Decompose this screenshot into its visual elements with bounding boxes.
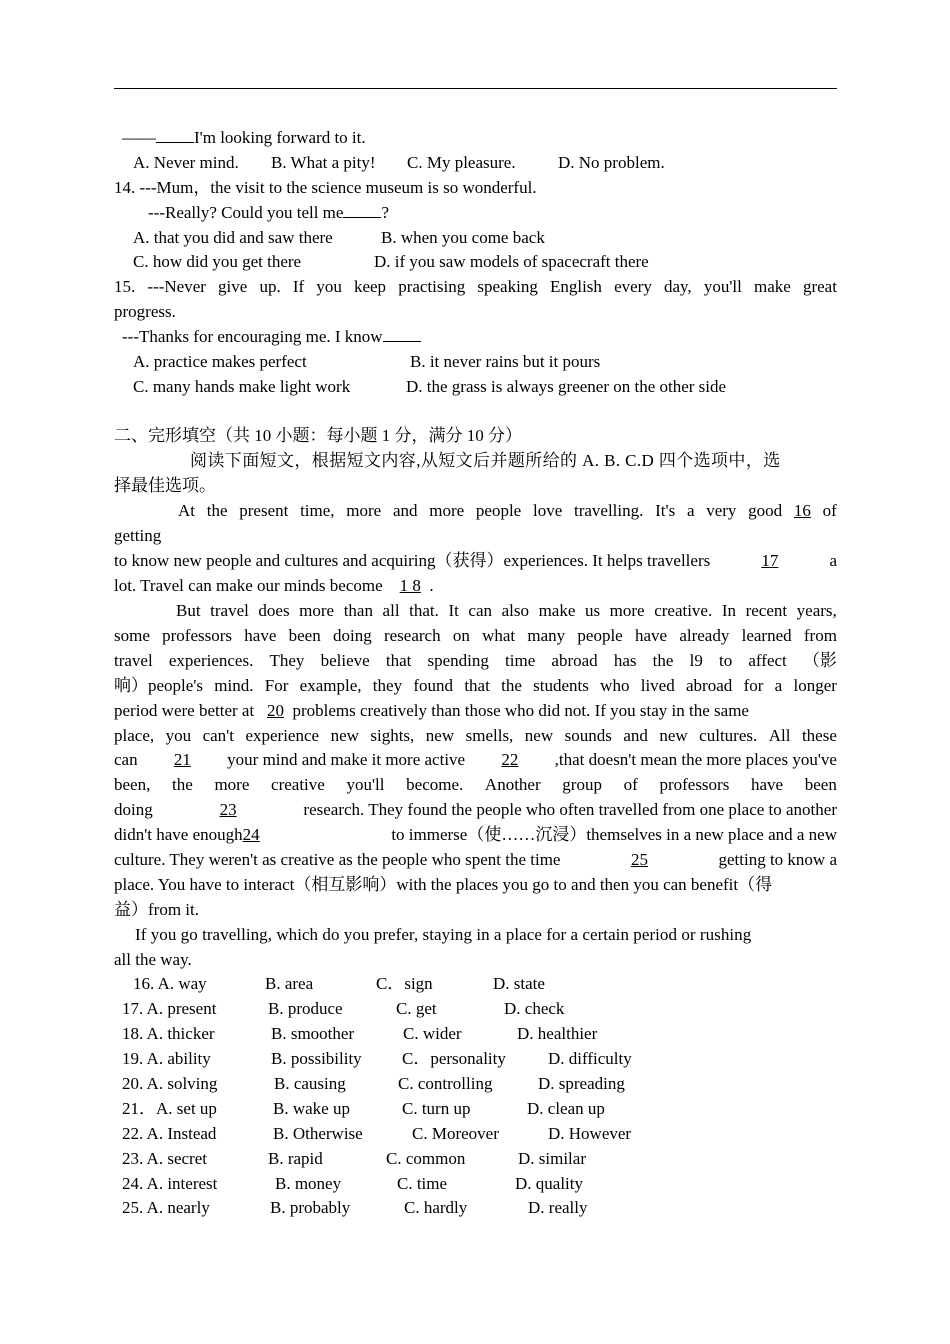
header-rule — [114, 88, 837, 89]
word: these — [801, 726, 837, 745]
word: travelling. — [573, 501, 644, 520]
word: what — [482, 626, 516, 645]
word: more — [346, 501, 382, 520]
word: mind. — [214, 676, 254, 695]
word: make — [753, 277, 791, 296]
options-24-b[interactable]: B. money — [275, 1174, 342, 1193]
word: from — [803, 626, 837, 645]
q15-option-c[interactable]: C. many hands make light work — [133, 377, 351, 396]
word: been — [288, 626, 321, 645]
word: It's — [655, 501, 676, 520]
word: They — [269, 651, 305, 670]
passage-p2-line1 — [176, 601, 837, 623]
passage-p2-line3 — [114, 651, 837, 673]
q13-blank[interactable] — [156, 128, 194, 143]
word: make — [538, 601, 576, 620]
word: years, — [796, 601, 837, 620]
word: the — [501, 676, 522, 695]
options-17-d[interactable]: D. check — [504, 999, 565, 1018]
options-22-a[interactable]: 22. A. Instead — [122, 1124, 217, 1143]
word: also — [501, 601, 529, 620]
word: some — [114, 626, 150, 645]
word: lived — [640, 676, 675, 695]
q15-blank[interactable] — [383, 327, 421, 342]
word: more — [429, 501, 465, 520]
options-25-a[interactable]: 25. A. nearly — [122, 1198, 210, 1217]
word: experiences. — [168, 651, 254, 670]
word: good — [748, 501, 783, 520]
word: love — [532, 501, 563, 520]
section-instruction-line2: 择最佳选项。 — [114, 476, 216, 495]
passage-p2-line7 — [114, 750, 837, 772]
word: 响）people's — [114, 676, 203, 695]
word: very — [706, 501, 737, 520]
line-text: problems creatively than those who did not. If you stay in the same — [292, 701, 749, 720]
word: us — [584, 601, 601, 620]
line-text: your mind and make it more active — [227, 750, 466, 769]
options-20-a[interactable]: 20. A. solving — [122, 1074, 218, 1093]
options-23-d[interactable]: D. similar — [518, 1149, 586, 1168]
word: present — [239, 501, 289, 520]
word: give — [218, 277, 248, 296]
section-heading: 二、完形填空（共 10 小题：每小题 1 分，满分 10 分） — [114, 426, 522, 445]
word: sounds — [564, 726, 612, 745]
word: of — [623, 775, 638, 794]
word: It — [448, 601, 459, 620]
word: doing — [114, 800, 153, 819]
q13-option-c[interactable]: C. My pleasure. — [407, 153, 516, 172]
q15-option-d[interactable]: D. the grass is always greener on the other side — [406, 377, 727, 396]
line-text: culture. They weren't as creative as the people who spent the time — [114, 850, 561, 869]
passage-p2-line2 — [114, 626, 837, 648]
word: But — [176, 601, 201, 620]
word: to — [719, 651, 733, 670]
q13-answer-line — [122, 128, 366, 150]
word: practising — [398, 277, 466, 296]
options-16-b[interactable]: B. area — [265, 974, 314, 993]
options-16-d[interactable]: D. state — [493, 974, 545, 993]
blank-21[interactable]: 21 — [173, 750, 191, 769]
word: abroad — [551, 651, 598, 670]
options-20-b[interactable]: B. causing — [274, 1074, 346, 1093]
options-25-b[interactable]: B. probably — [270, 1198, 351, 1217]
word: All — [768, 726, 791, 745]
word: longer — [793, 676, 837, 695]
word: a — [686, 501, 695, 520]
passage-p2-line4 — [114, 676, 837, 698]
word: new — [659, 726, 688, 745]
word: ---Never — [147, 277, 206, 296]
word: new — [524, 726, 554, 745]
passage-p2-line11 — [114, 850, 837, 872]
word: Another — [484, 775, 541, 794]
blank-22[interactable]: 22 — [501, 750, 519, 769]
word: that — [385, 651, 412, 670]
options-22-c[interactable]: C. Moreover — [412, 1124, 499, 1143]
word: a — [774, 676, 783, 695]
options-20-c[interactable]: C. controlling — [398, 1074, 493, 1093]
passage-p2-line8 — [114, 775, 837, 797]
options-16-a[interactable]: 16. A. way — [133, 974, 207, 993]
word: the — [172, 775, 193, 794]
options-20-d[interactable]: D. spreading — [538, 1074, 625, 1093]
options-17-b[interactable]: B. produce — [268, 999, 343, 1018]
word: For — [264, 676, 289, 695]
word: students — [533, 676, 589, 695]
word: the — [206, 501, 228, 520]
word: recent — [745, 601, 788, 620]
passage-p2-line12: place. You have to interact（相互影响）with the places you go to and then you can benefit（得 — [114, 875, 773, 894]
line-text: didn't have enough — [114, 825, 243, 844]
q15-stem-line2: progress. — [114, 302, 176, 321]
word: become. — [406, 775, 464, 794]
options-25-c[interactable]: C. hardly — [404, 1198, 468, 1217]
passage-p1-line4 — [114, 576, 434, 598]
options-24-a[interactable]: 24. A. interest — [122, 1174, 218, 1193]
word: research — [383, 626, 441, 645]
word: have — [634, 626, 668, 645]
word: speaking — [477, 277, 538, 296]
q13-dash: —— — [122, 128, 156, 147]
word: can — [468, 601, 493, 620]
word: group — [562, 775, 602, 794]
q15-stem-line1 — [114, 277, 837, 299]
q14-blank[interactable] — [343, 203, 381, 218]
word: many — [527, 626, 566, 645]
q15-reply — [122, 327, 421, 349]
options-24-c[interactable]: C. time — [397, 1174, 448, 1193]
word: great — [802, 277, 837, 296]
blank-17[interactable]: 17 — [761, 551, 779, 570]
word: all — [382, 601, 400, 620]
word: 15. — [114, 277, 136, 296]
options-16-c[interactable]: C．sign — [376, 974, 433, 993]
word: can't — [202, 726, 234, 745]
word: you'll — [703, 277, 742, 296]
options-18-c[interactable]: C. wider — [403, 1024, 462, 1043]
line-text: to know new people and cultures and acquiring（获得）experiences. It helps travellers — [114, 551, 711, 570]
word: for — [743, 676, 764, 695]
word: At — [178, 501, 195, 520]
word: been, — [114, 775, 151, 794]
word: day, — [663, 277, 692, 296]
word: people — [577, 626, 623, 645]
word: of — [822, 501, 837, 520]
passage-p3-line1: If you go travelling, which do you prefer, staying in a place for a certain period or rushing — [135, 925, 752, 944]
options-17-a[interactable]: 17. A. present — [122, 999, 217, 1018]
line-text: period were better at — [114, 701, 255, 720]
blank-23[interactable]: 23 — [219, 800, 237, 819]
options-22-d[interactable]: D. However — [548, 1124, 632, 1143]
word: and — [623, 726, 648, 745]
options-23-c[interactable]: C. common — [386, 1149, 466, 1168]
options-23-b[interactable]: B. rapid — [268, 1149, 323, 1168]
q15-option-b[interactable]: B. it never rains but it pours — [410, 352, 601, 371]
line-text: getting to know a — [718, 850, 837, 869]
word: new — [425, 726, 455, 745]
line-text: ,that doesn't mean the more places you've — [554, 750, 837, 769]
word: already — [679, 626, 730, 645]
passage-p1-line2: getting — [114, 526, 162, 545]
word: keep — [353, 277, 387, 296]
q14-question-mark: ? — [381, 203, 389, 222]
options-21-d[interactable]: D. clean up — [527, 1099, 605, 1118]
period: . — [429, 576, 434, 595]
word: more — [609, 601, 645, 620]
options-21-c[interactable]: C. turn up — [402, 1099, 471, 1118]
q13-option-d[interactable]: D. No problem. — [558, 153, 665, 172]
passage-p1-line3 — [114, 551, 837, 573]
passage-p2-line10 — [114, 825, 837, 847]
word: doing — [332, 626, 372, 645]
word: creative — [271, 775, 325, 794]
q14-option-c[interactable]: C. how did you get there — [133, 252, 302, 271]
q14-option-a[interactable]: A. that you did and saw there — [133, 228, 333, 247]
passage-p2-line6 — [114, 726, 837, 748]
word: In — [721, 601, 736, 620]
q14-stem: 14. ---Mum，the visit to the science museum is so wonderful. — [114, 178, 537, 197]
word: you'll — [346, 775, 385, 794]
word: more — [299, 601, 335, 620]
word: than — [343, 601, 373, 620]
passage-p3-line2: all the way. — [114, 950, 192, 969]
word: you — [165, 726, 192, 745]
options-18-d[interactable]: D. healthier — [517, 1024, 598, 1043]
passage-p2-line9 — [114, 800, 837, 822]
blank-20[interactable]: 20 — [266, 701, 284, 720]
word: sights, — [370, 726, 415, 745]
word: English — [549, 277, 602, 296]
word: creative. — [654, 601, 713, 620]
options-17-c[interactable]: C. get — [396, 999, 437, 1018]
word: smells, — [465, 726, 514, 745]
options-22-b[interactable]: B. Otherwise — [273, 1124, 363, 1143]
passage-p1-line1 — [178, 501, 837, 523]
word: that — [464, 676, 490, 695]
word: learned — [741, 626, 792, 645]
word: who — [600, 676, 630, 695]
blank-25[interactable]: 25 — [630, 850, 648, 869]
word: professors — [162, 626, 233, 645]
word: a — [829, 551, 837, 570]
line-text: lot. Travel can make our minds become — [114, 576, 383, 595]
q14-reply-text: ---Really? Could you tell me — [148, 203, 344, 222]
word: does — [258, 601, 290, 620]
word: travel — [210, 601, 249, 620]
passage-p2-line13: 益）from it. — [114, 900, 199, 919]
word: If — [292, 277, 305, 296]
word: believe — [320, 651, 370, 670]
word: affect — [748, 651, 787, 670]
section-instruction-line1: 阅读下面短文，根据短文内容,从短文后并题所给的 A. B. C.D 四个选项中，选 — [190, 451, 781, 470]
line-text: research. They found the people who often travelled from one place to another — [303, 800, 837, 819]
word: you — [316, 277, 342, 296]
word: every — [614, 277, 652, 296]
word: spending — [427, 651, 489, 670]
options-19-c[interactable]: C．personality — [402, 1049, 506, 1068]
word: time — [505, 651, 536, 670]
blank-18[interactable]: 1 8 — [399, 576, 421, 595]
word: abroad — [686, 676, 733, 695]
options-24-d[interactable]: D. quality — [515, 1174, 583, 1193]
q13-option-a[interactable]: A. Never mind. — [133, 153, 239, 172]
word: new — [330, 726, 359, 745]
q15-option-a[interactable]: A. practice makes perfect — [133, 352, 307, 371]
options-21-a[interactable]: 21．A. set up — [122, 1099, 217, 1118]
q15-reply-text: ---Thanks for encouraging me. I know — [122, 327, 383, 346]
word: （影 — [802, 651, 837, 670]
word: people — [475, 501, 522, 520]
options-18-b[interactable]: B. smoother — [271, 1024, 355, 1043]
q13-answer-text: I'm looking forward to it. — [194, 128, 366, 147]
options-19-d[interactable]: D. difficulty — [548, 1049, 632, 1068]
options-25-d[interactable]: D. really — [528, 1198, 588, 1217]
options-23-a[interactable]: 23. A. secret — [122, 1149, 207, 1168]
word: found — [413, 676, 454, 695]
word: can — [114, 750, 138, 769]
word: experience — [245, 726, 320, 745]
word: on — [452, 626, 470, 645]
word: that. — [409, 601, 439, 620]
word: have — [244, 626, 277, 645]
q14-option-d[interactable]: D. if you saw models of spacecraft there — [374, 252, 649, 271]
options-18-a[interactable]: 18. A. thicker — [122, 1024, 215, 1043]
word: cultures. — [699, 726, 758, 745]
q13-option-b[interactable]: B. What a pity! — [271, 153, 376, 172]
word: been — [804, 775, 837, 794]
word: travel — [114, 651, 153, 670]
blank-16[interactable]: 16 — [793, 501, 811, 520]
word: have — [751, 775, 784, 794]
options-21-b[interactable]: B. wake up — [273, 1099, 350, 1118]
word: they — [372, 676, 403, 695]
blank-19[interactable]: l9 — [689, 651, 703, 670]
passage-p2-line5 — [114, 701, 749, 723]
line-text: to immerse（使……沉浸）themselves in a new place and a new — [391, 825, 837, 844]
word: more — [214, 775, 250, 794]
word: has — [613, 651, 637, 670]
word: professors — [659, 775, 730, 794]
options-19-b[interactable]: B. possibility — [271, 1049, 362, 1068]
word: the — [652, 651, 674, 670]
word: up. — [259, 277, 281, 296]
word: time, — [300, 501, 335, 520]
word: place, — [114, 726, 155, 745]
q14-reply — [148, 203, 389, 225]
q14-option-b[interactable]: B. when you come back — [381, 228, 545, 247]
blank-24[interactable]: 24 — [242, 825, 260, 844]
word: and — [392, 501, 418, 520]
options-19-a[interactable]: 19. A. ability — [122, 1049, 211, 1068]
word: example, — [299, 676, 362, 695]
